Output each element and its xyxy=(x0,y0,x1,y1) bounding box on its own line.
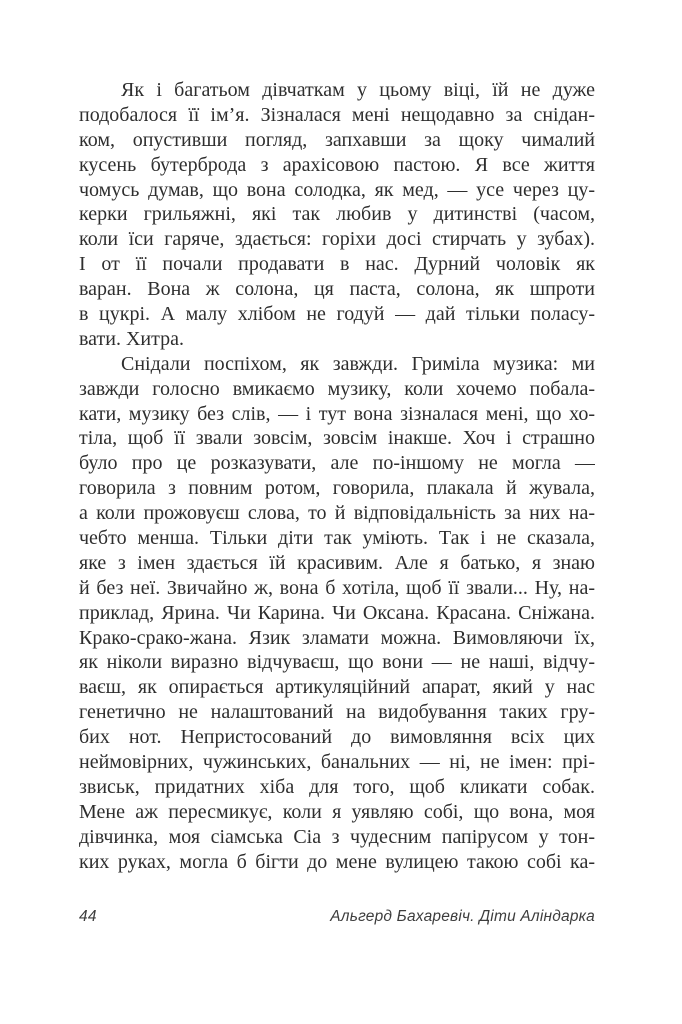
text-line: ваєш, як опирається артикуляційний апарат, який у нас xyxy=(79,676,595,699)
text-line: як ніколи виразно відчуваєш, що вони — не наші, відчу- xyxy=(79,651,595,674)
text-line: І от її почали продавати в нас. Дурний чоловік як xyxy=(79,253,595,276)
running-title: Альгерд Бахаревіч. Діти Аліндарка xyxy=(330,908,595,925)
text-line: Мене аж пересмикує, коли я уявляю собі, що вона, моя xyxy=(79,800,595,823)
text-line: в цукрі. А малу хлібом не годуй — дай тільки поласу- xyxy=(79,303,595,326)
paragraph xyxy=(79,78,595,352)
text-line: керки грильяжні, які так любив у дитинстві (часом, xyxy=(79,203,595,226)
text-line: кусень бутерброда з арахісовою пастою. Я все життя xyxy=(79,153,595,176)
text-line: Крако-срако-жана. Язик зламати можна. Вимовляючи їх, xyxy=(79,626,595,649)
text-line: ких руках, могла б бігти до мене вулицею такою собі ка- xyxy=(79,850,595,873)
text-block xyxy=(79,78,595,875)
text-line: звиськ, придатних хіба для того, щоб кликати собак. xyxy=(79,775,595,798)
text-line: варан. Вона ж солона, ця паста, солона, як шпроти xyxy=(79,278,595,301)
text-line: бих нот. Непристосований до вимовляння всіх цих xyxy=(79,726,595,749)
text-line: говорила з повним ротом, говорила, плакала й жувала, xyxy=(79,477,595,500)
text-line: Як і багатьом дівчаткам у цьому віці, їй не дуже xyxy=(121,79,595,101)
text-line: неймовірних, чужинських, банальних — ні, не імен: прі- xyxy=(79,751,595,774)
text-line: яке з імен здається їй красивим. Але я батько, я знаю xyxy=(79,551,595,574)
page-footer xyxy=(79,908,595,926)
text-line: тіла, щоб її звали зовсім, зовсім інакше. Хоч і страшно xyxy=(79,427,595,450)
text-line: ком, опустивши погляд, запхавши за щоку чималий xyxy=(79,128,595,151)
text-line: а коли прожовуєш слова, то й відповідальність за них на- xyxy=(79,502,595,525)
text-line: приклад, Ярина. Чи Карина. Чи Оксана. Красана. Сніжана. xyxy=(79,601,595,624)
text-line: Снідали поспіхом, як завжди. Гриміла музика: ми xyxy=(121,352,595,375)
text-line: чомусь думав, що вона солодка, як мед, — усе через цу- xyxy=(79,178,595,201)
page-number: 44 xyxy=(79,908,97,925)
text-line: вати. Хитра. xyxy=(79,327,184,350)
text-line: чебто менша. Тільки діти так уміють. Так і не сказала, xyxy=(79,527,595,550)
text-line: коли їси гаряче, здається: горіхи досі стирчать у зубах). xyxy=(79,228,595,251)
paragraph xyxy=(79,352,595,875)
text-line: генетично не налаштований на видобування таких гру- xyxy=(79,701,595,724)
text-line: завжди голосно вмикаємо музику, коли хочемо побала- xyxy=(79,377,595,400)
text-line: й без неї. Звичайно ж, вона б хотіла, щоб її звали... Ну, на- xyxy=(79,576,595,599)
text-line: було про це розказувати, але по-іншому не могла — xyxy=(79,452,595,475)
text-line: кати, музику без слів, — і тут вона зізналася мені, що хо- xyxy=(79,402,595,425)
text-line: подобалося її ім’я. Зізналася мені нещодавно за снідан- xyxy=(79,103,595,126)
text-line: дівчинка, моя сіамська Сіа з чудесним папірусом у тон- xyxy=(79,825,595,848)
